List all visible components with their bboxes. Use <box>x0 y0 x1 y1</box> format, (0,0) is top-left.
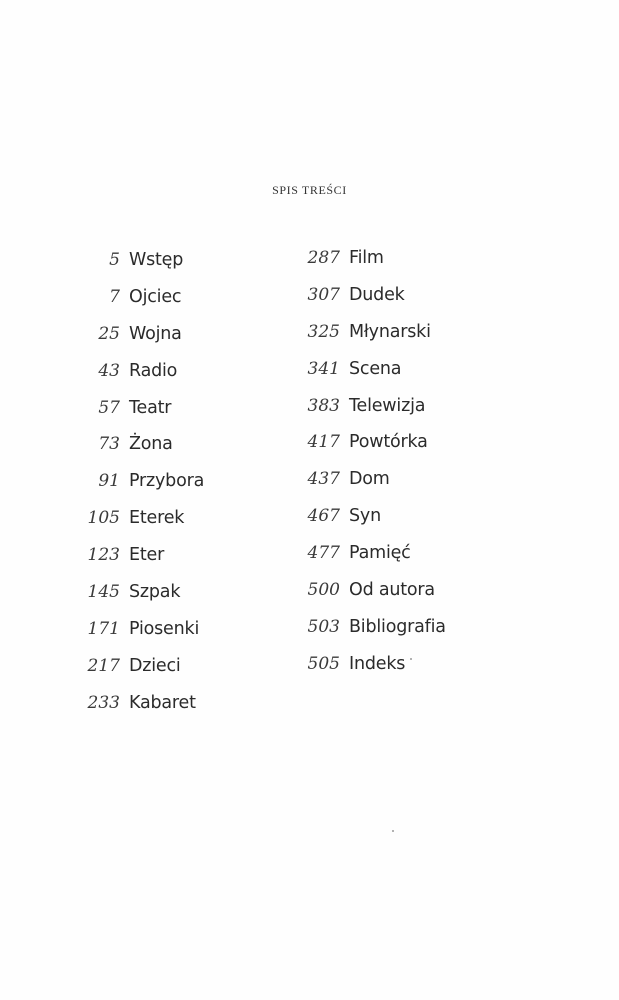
toc-chapter-title: Telewizja <box>349 395 426 416</box>
paper-speck <box>392 830 394 832</box>
paper-speck <box>410 658 412 660</box>
toc-page-number: 7 <box>109 286 120 307</box>
toc-chapter-title: Teatr <box>129 397 172 418</box>
toc-chapter-title: Pamięć <box>349 543 411 564</box>
toc-page-number: 341 <box>307 358 340 379</box>
toc-chapter-title: Szpak <box>129 582 181 603</box>
toc-page-number: 287 <box>307 248 340 268</box>
toc-page-number: 477 <box>307 543 340 564</box>
toc-entry <box>80 582 204 619</box>
toc-chapter-title: Wstęp <box>129 250 184 270</box>
toc-page-number: 5 <box>109 250 120 270</box>
toc-page-number: 233 <box>87 692 120 713</box>
toc-entry <box>80 250 204 287</box>
toc-chapter-title: Film <box>349 248 384 268</box>
toc-entry <box>80 508 204 545</box>
page-title: SPIS TREŚCI <box>272 183 347 197</box>
toc-entry <box>300 432 446 469</box>
toc-entry <box>80 287 204 324</box>
toc-entry <box>300 469 446 506</box>
toc-entry <box>80 656 204 693</box>
toc-page-number: 217 <box>87 655 120 676</box>
toc-entry <box>80 693 204 730</box>
toc-chapter-title: Żona <box>129 434 173 455</box>
toc-page-number: 57 <box>98 397 120 418</box>
toc-right-column <box>300 248 446 691</box>
toc-entry <box>300 248 446 285</box>
toc-chapter-title: Eter <box>129 545 165 566</box>
toc-chapter-title: Przybora <box>129 471 205 492</box>
toc-page-number: 73 <box>98 434 120 455</box>
toc-chapter-title: Kabaret <box>129 692 196 713</box>
toc-page-number: 437 <box>307 469 340 490</box>
toc-page-number: 325 <box>307 321 340 342</box>
toc-entry <box>300 654 446 691</box>
toc-page-number: 417 <box>307 432 340 453</box>
toc-chapter-title: Od autora <box>349 580 435 601</box>
toc-entry <box>80 545 204 582</box>
toc-page-number: 43 <box>98 360 120 381</box>
toc-page-number: 105 <box>87 508 120 529</box>
toc-chapter-title: Powtórka <box>349 432 428 453</box>
toc-chapter-title: Syn <box>349 506 381 527</box>
toc-page-number: 505 <box>307 653 340 674</box>
toc-entry <box>80 324 204 361</box>
toc-entry <box>80 471 204 508</box>
toc-chapter-title: Piosenki <box>129 618 200 639</box>
toc-chapter-title: Indeks <box>349 653 406 674</box>
toc-chapter-title: Eterek <box>129 508 185 529</box>
toc-page-number: 307 <box>307 284 340 305</box>
toc-page-number: 145 <box>87 582 120 603</box>
toc-entry <box>300 617 446 654</box>
toc-chapter-title: Bibliografia <box>349 616 446 637</box>
toc-entry <box>300 543 446 580</box>
toc-chapter-title: Scena <box>349 358 402 379</box>
toc-entry <box>80 434 204 471</box>
toc-chapter-title: Dudek <box>349 284 405 305</box>
toc-left-column <box>80 250 204 730</box>
toc-page-number: 500 <box>307 580 340 601</box>
toc-page-number: 383 <box>307 395 340 416</box>
toc-entry <box>300 359 446 396</box>
toc-chapter-title: Ojciec <box>129 286 182 307</box>
toc-entry <box>300 322 446 359</box>
toc-page-number: 503 <box>307 616 340 637</box>
toc-entry <box>80 619 204 656</box>
toc-entry <box>300 506 446 543</box>
toc-chapter-title: Młynarski <box>349 321 431 342</box>
toc-entry <box>80 398 204 435</box>
toc-entry <box>300 396 446 433</box>
toc-entry <box>300 285 446 322</box>
toc-chapter-title: Wojna <box>129 323 182 344</box>
toc-page-number: 25 <box>98 323 120 344</box>
toc-page-number: 91 <box>98 471 120 492</box>
toc-page-number: 467 <box>307 506 340 527</box>
toc-page-number: 123 <box>87 545 120 566</box>
toc-entry <box>80 361 204 398</box>
toc-entry <box>300 580 446 617</box>
toc-page-number: 171 <box>87 618 120 639</box>
toc-chapter-title: Radio <box>129 360 178 381</box>
toc-chapter-title: Dzieci <box>129 655 181 676</box>
toc-chapter-title: Dom <box>349 469 390 490</box>
